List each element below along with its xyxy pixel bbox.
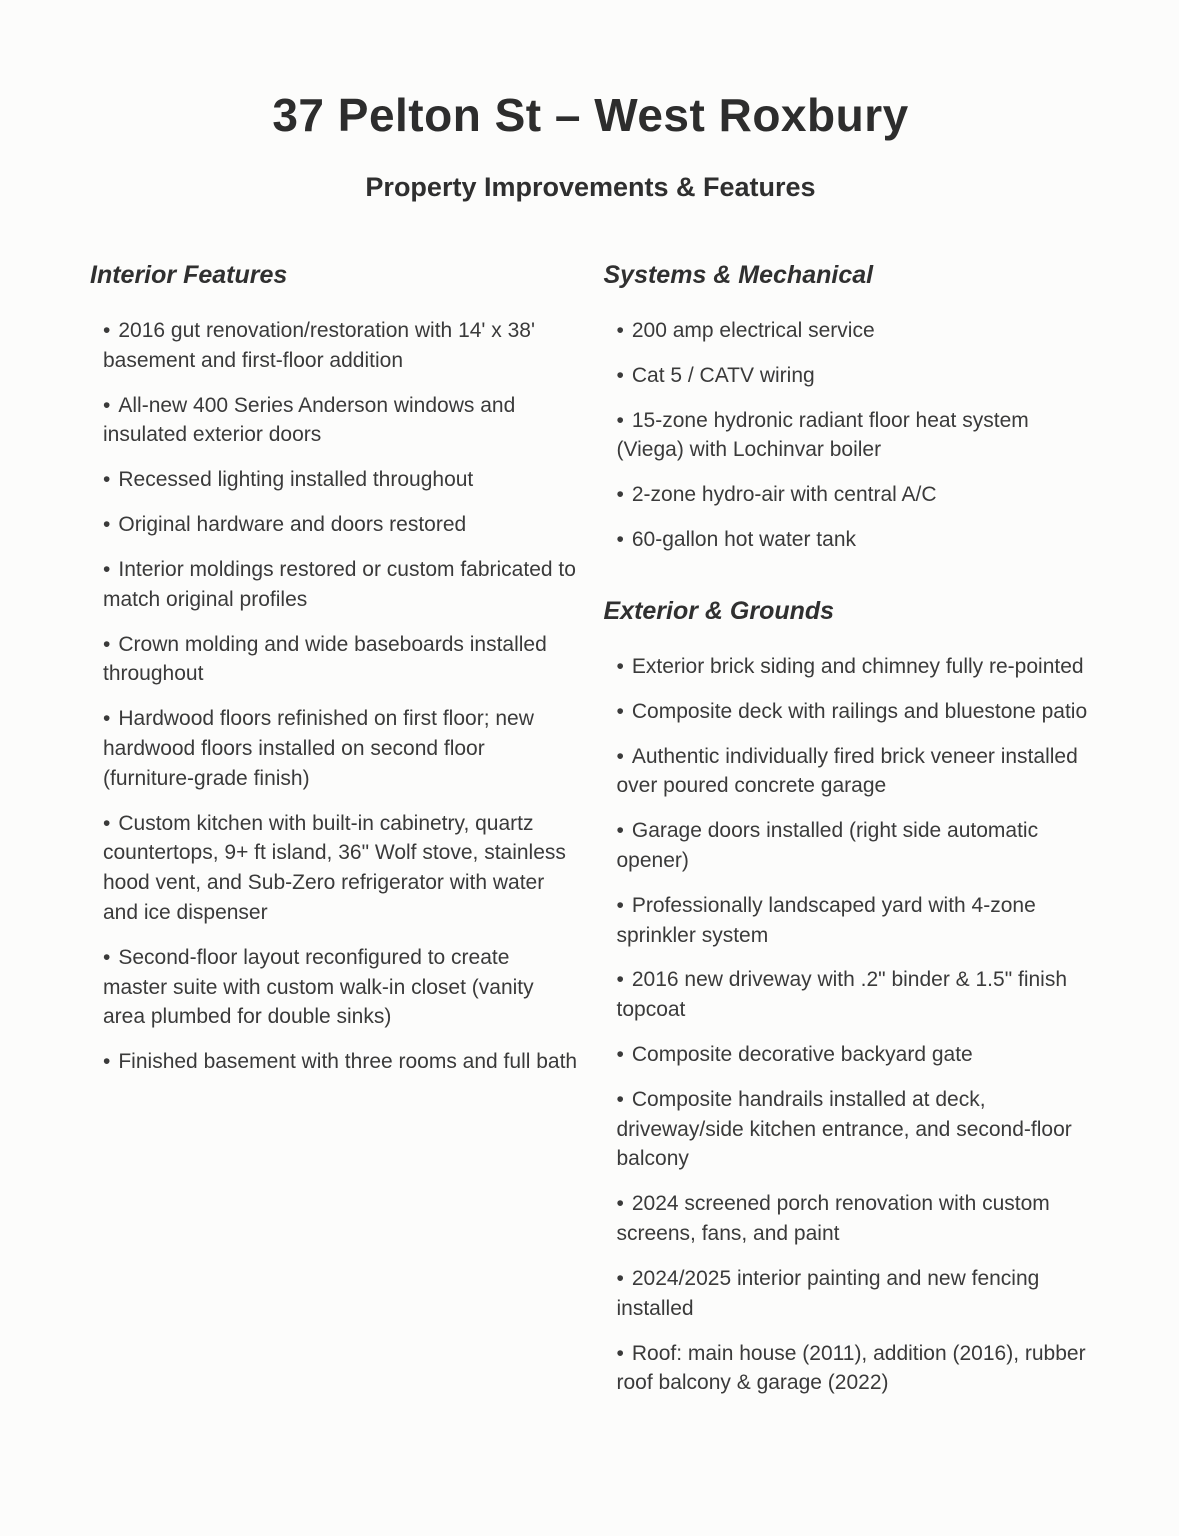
list-item-text: 15-zone hydronic radiant floor heat system (Viega) with Lochinvar boiler [616, 408, 1029, 462]
list-item [617, 697, 1092, 727]
section-heading-systems: Systems & Mechanical [603, 261, 874, 289]
bullet-marker: • [616, 744, 624, 768]
list-item-text: Cat 5 / CATV wiring [631, 363, 815, 387]
section-heading-exterior: Exterior & Grounds [603, 596, 835, 625]
list-item [617, 816, 1092, 876]
bullet-marker: • [616, 363, 624, 387]
bullet-marker: • [616, 893, 624, 917]
bullet-marker: • [103, 707, 111, 731]
interior-items [90, 316, 578, 1077]
bullet-marker: • [616, 968, 624, 992]
list-item [617, 480, 1092, 510]
list-item-text: Original hardware and doors restored [118, 513, 467, 537]
list-item-text: Composite handrails installed at deck, driveway/side kitchen entrance, and second-floor balcony [616, 1087, 1072, 1171]
bullet-marker: • [616, 819, 624, 843]
bullet-marker: • [616, 654, 624, 678]
list-item [617, 316, 1092, 346]
list-item-text: Second-floor layout reconfigured to create master suite with custom walk-in closet (vanity area plumbed for double sinks) [103, 945, 534, 1029]
bullet-marker: • [616, 528, 624, 552]
list-item-text: 2-zone hydro-air with central A/C [631, 483, 937, 507]
bullet-marker: • [616, 1087, 624, 1111]
list-item [103, 704, 578, 793]
list-item-text: All-new 400 Series Anderson windows and insulated exterior doors [103, 393, 516, 447]
bullet-marker: • [103, 1050, 111, 1074]
list-item-text: Hardwood floors refinished on first floor; new hardwood floors installed on second floor (furniture-grade finish) [103, 707, 534, 790]
list-item-text: Composite deck with railings and bluestone patio [631, 699, 1088, 723]
bullet-marker: • [103, 468, 111, 492]
list-item [103, 510, 578, 540]
list-item [103, 316, 578, 376]
list-item-text: Crown molding and wide baseboards installed throughout [103, 632, 547, 686]
bullet-marker: • [616, 1192, 624, 1216]
bullet-marker: • [103, 945, 111, 969]
list-item [103, 1047, 578, 1077]
section-heading-interior: Interior Features [90, 261, 288, 289]
list-item-text: Finished basement with three rooms and full bath [118, 1050, 578, 1074]
list-item [103, 555, 578, 615]
bullet-marker: • [616, 699, 624, 723]
column-left [90, 261, 578, 1413]
list-item [103, 943, 578, 1032]
list-item [103, 809, 578, 928]
list-item-text: Interior moldings restored or custom fabricated to match original profiles [103, 557, 576, 611]
list-item-text: 2016 new driveway with .2" binder & 1.5" finish topcoat [616, 968, 1068, 1022]
bullet-marker: • [103, 557, 111, 581]
list-item [617, 525, 1092, 555]
list-item-text: Custom kitchen with built-in cabinetry, quartz countertops, 9+ ft island, 36" Wolf stove, stainless hood vent, and Sub-Zero refrigerator with water and ice dispenser [103, 811, 566, 924]
bullet-marker: • [103, 632, 111, 656]
bullet-marker: • [616, 408, 624, 432]
bullet-marker: • [616, 319, 624, 342]
list-item [103, 391, 578, 451]
list-item-text: 2024 screened porch renovation with custom screens, fans, and paint [616, 1192, 1050, 1246]
exterior-items [604, 652, 1092, 1398]
list-item [617, 1085, 1092, 1174]
list-item-text: Recessed lighting installed throughout [118, 468, 474, 492]
bullet-marker: • [103, 393, 111, 417]
list-item [617, 1339, 1092, 1399]
list-item [617, 1040, 1092, 1070]
list-item [617, 742, 1092, 802]
list-item [617, 965, 1092, 1025]
bullet-marker: • [616, 1043, 624, 1066]
two-column-layout [90, 261, 1091, 1413]
list-item-text: 200 amp electrical service [631, 319, 875, 342]
list-item [103, 630, 578, 690]
list-item-text: Professionally landscaped yard with 4-zone sprinkler system [616, 893, 1036, 947]
bullet-marker: • [616, 1266, 624, 1290]
list-item [617, 406, 1092, 466]
bullet-marker: • [616, 483, 624, 507]
list-item-text: Authentic individually fired brick veneer installed over poured concrete garage [616, 744, 1078, 798]
list-item [617, 1264, 1092, 1324]
page-subtitle: Property Improvements & Features [365, 172, 816, 202]
list-item-text: Exterior brick siding and chimney fully re-pointed [631, 654, 1084, 678]
list-item [617, 361, 1092, 391]
bullet-marker: • [103, 513, 111, 537]
list-item-text: Composite decorative backyard gate [631, 1043, 973, 1066]
list-item-text: 2016 gut renovation/restoration with 14' x 38' basement and first-floor addition [103, 319, 535, 372]
list-item [617, 1189, 1092, 1249]
list-item-text: Garage doors installed (right side automatic opener) [616, 819, 1039, 872]
list-item-text: 2024/2025 interior painting and new fencing installed [616, 1266, 1040, 1320]
bullet-marker: • [616, 1341, 624, 1365]
bullet-marker: • [103, 811, 111, 835]
page-title: 37 Pelton St – West Roxbury [272, 89, 909, 141]
list-item [103, 465, 578, 495]
list-item-text: Roof: main house (2011), addition (2016), rubber roof balcony & garage (2022) [616, 1341, 1086, 1395]
list-item-text: 60-gallon hot water tank [631, 528, 856, 552]
column-right [604, 261, 1092, 1413]
list-item [617, 652, 1092, 682]
list-item [617, 891, 1092, 951]
systems-items [604, 316, 1092, 555]
bullet-marker: • [103, 319, 111, 342]
